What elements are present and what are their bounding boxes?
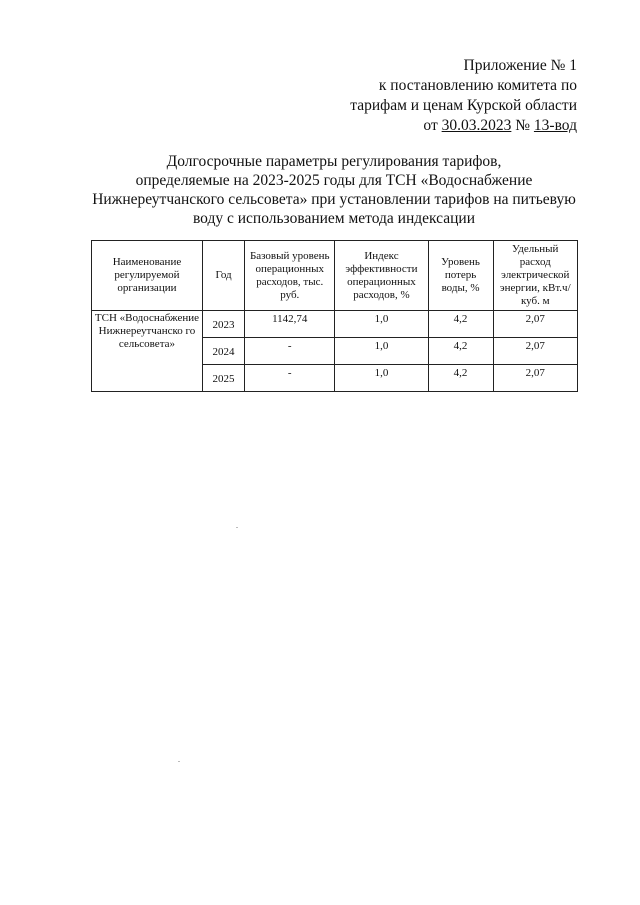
header-water-loss: Уровень потерь воды, %: [428, 241, 493, 311]
year-cell: 2025: [202, 365, 244, 392]
resolution-date: 30.03.2023: [441, 117, 512, 134]
title-line: определяемые на 2023-2025 годы для ТСН «Водоснабжение: [135, 172, 533, 189]
energy-cell: 2,07: [493, 311, 577, 338]
water-loss-cell: 4,2: [428, 365, 493, 392]
table-row: [92, 311, 578, 338]
efficiency-cell: 1,0: [335, 365, 428, 392]
table-header-row: [92, 241, 578, 311]
efficiency-cell: 1,0: [335, 311, 428, 338]
year-cell: 2024: [202, 338, 244, 365]
appendix-line: тарифам и ценам Курской области: [350, 97, 577, 114]
scan-speck: [236, 527, 238, 528]
title-line: Долгосрочные параметры регулирования тарифов,: [166, 153, 502, 170]
title-line: воду с использованием метода индексации: [192, 210, 476, 227]
base-costs-cell: -: [245, 338, 335, 365]
energy-cell: 2,07: [493, 338, 577, 365]
number-prefix: №: [511, 117, 534, 134]
base-costs-cell: 1142,74: [245, 311, 335, 338]
org-name-cell: ТСН «Водоснабжение Нижнереутчанско го сельсовета»: [92, 311, 203, 392]
header-org: Наименование регулируемой организации: [92, 241, 203, 311]
header-year: Год: [202, 241, 244, 311]
year-cell: 2023: [202, 311, 244, 338]
header-efficiency-index: Индекс эффективности операционных расходов, %: [335, 241, 428, 311]
energy-cell: 2,07: [493, 365, 577, 392]
title-line: Нижнереутчанского сельсовета» при установлении тарифов на питьевую: [92, 191, 576, 208]
appendix-date-line: [350, 116, 577, 136]
parameters-table: [91, 240, 578, 392]
efficiency-cell: 1,0: [335, 338, 428, 365]
document-title: [92, 152, 576, 228]
scan-speck: [178, 761, 180, 762]
water-loss-cell: 4,2: [428, 311, 493, 338]
header-base-costs: Базовый уровень операционных расходов, тыс. руб.: [245, 241, 335, 311]
resolution-number: 13-вод: [533, 117, 577, 134]
date-prefix: от: [423, 117, 442, 134]
header-energy-consumption: Удельный расход электрической энергии, кВт.ч/куб. м: [493, 241, 577, 311]
base-costs-cell: -: [245, 365, 335, 392]
appendix-header: [350, 56, 577, 136]
appendix-line: к постановлению комитета по: [378, 77, 577, 94]
appendix-title: Приложение № 1: [463, 57, 577, 74]
water-loss-cell: 4,2: [428, 338, 493, 365]
